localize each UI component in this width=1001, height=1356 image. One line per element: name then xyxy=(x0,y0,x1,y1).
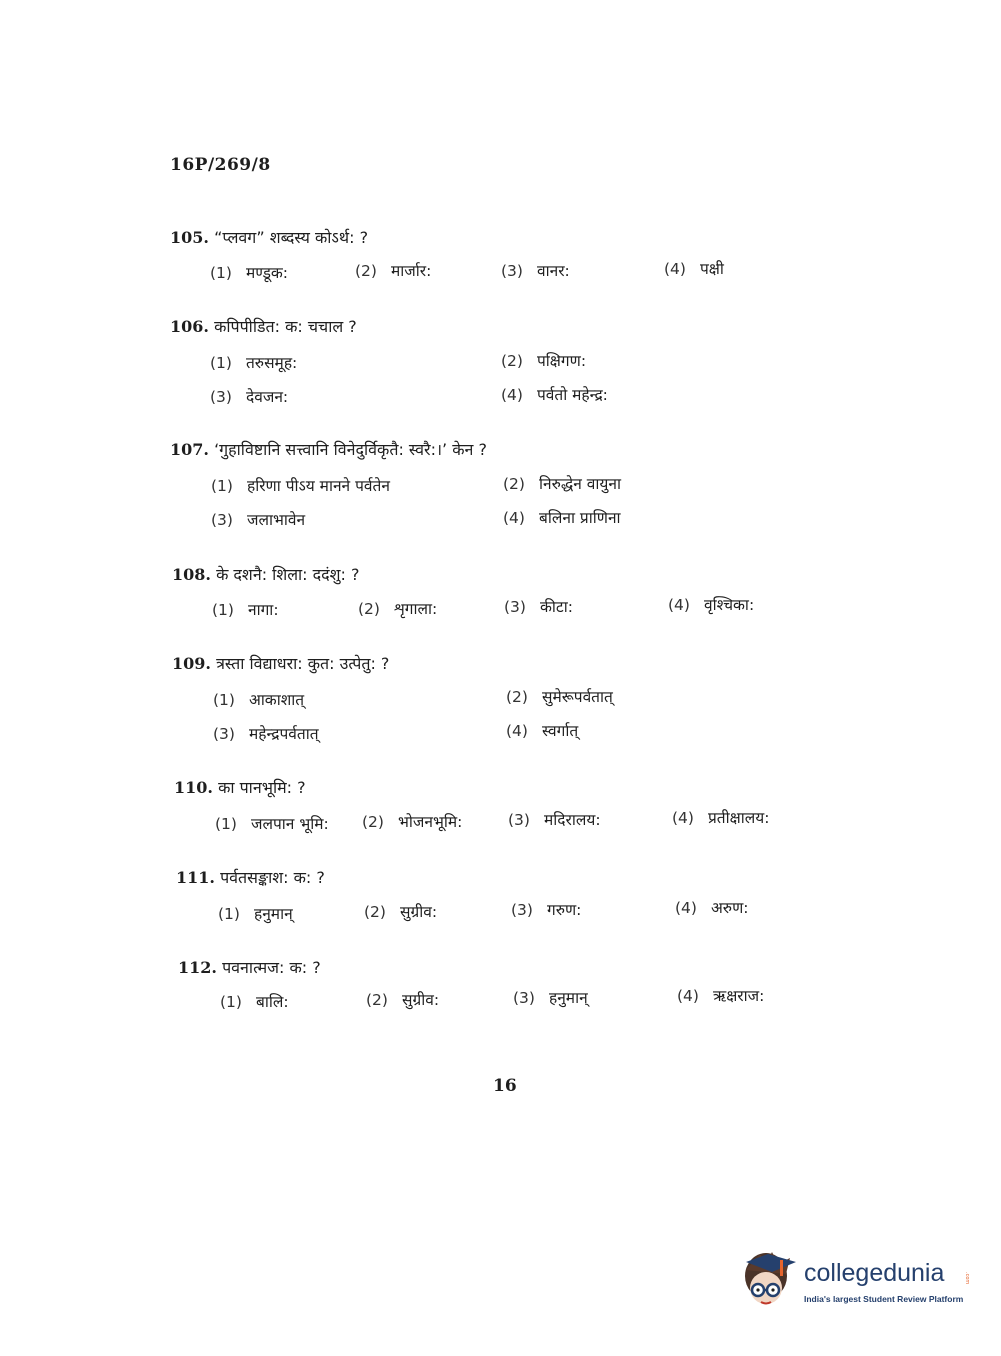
question-number: 107. xyxy=(170,440,209,459)
question-108 xyxy=(0,563,1001,663)
question-105 xyxy=(0,226,1001,326)
option-4: (4) वृश्चिका: xyxy=(668,596,755,614)
option-3: (3) हनुमान् xyxy=(513,989,588,1007)
option-1: (1) आकाशात् xyxy=(213,691,305,709)
question-107 xyxy=(0,438,1001,538)
option-2: (2) भोजनभूमि: xyxy=(362,813,463,831)
collegedunia-watermark xyxy=(742,1250,972,1320)
option-2: (2) मार्जार: xyxy=(355,262,432,280)
option-1: (1) जलपान भूमि: xyxy=(215,815,329,833)
option-4: (4) ऋक्षराज: xyxy=(677,987,765,1005)
question-text: त्रस्ता विद्याधरा: कुत: उत्पेतु: ? xyxy=(216,654,390,673)
brand-tagline: India's largest Student Review Platform xyxy=(804,1294,964,1304)
question-112 xyxy=(0,956,1001,1056)
option-2: (2) सुमेरूपर्वतात् xyxy=(506,688,613,706)
question-number: 105. xyxy=(170,228,209,247)
option-1: (1) हरिणा पीऽय मानने पर्वतेन xyxy=(211,477,390,495)
question-text: पवनात्मज: क: ? xyxy=(222,958,321,977)
question-number: 108. xyxy=(172,565,211,584)
option-3: (3) मदिरालय: xyxy=(508,811,601,829)
option-4: (4) पक्षी xyxy=(664,260,724,278)
option-2: (2) निरुद्धेन वायुना xyxy=(503,475,622,493)
question-text: का पानभूमि: ? xyxy=(218,778,306,797)
question-110 xyxy=(0,776,1001,876)
question-text: ‘गुहाविष्टानि सत्त्वानि विनेदुर्विकृतै: स्वरै:।’ केन ? xyxy=(214,440,487,459)
option-2: (2) शृगाला: xyxy=(358,600,438,618)
question-number: 106. xyxy=(170,317,209,336)
option-4: (4) अरुण: xyxy=(675,899,749,917)
question-number: 109. xyxy=(172,654,211,673)
question-number: 111. xyxy=(176,868,215,887)
question-106 xyxy=(0,315,1001,415)
question-111 xyxy=(0,866,1001,966)
page-number: 16 xyxy=(493,1076,517,1096)
option-1: (1) हनुमान् xyxy=(218,905,293,923)
option-2: (2) पक्षिगण: xyxy=(501,352,587,370)
question-number: 110. xyxy=(174,778,213,797)
brand-domain: .com xyxy=(964,1272,970,1285)
question-109 xyxy=(0,652,1001,752)
brand-name: collegedunia xyxy=(804,1259,945,1287)
option-2: (2) सुग्रीव: xyxy=(366,991,440,1009)
option-4: (4) पर्वतो महेन्द्र: xyxy=(501,386,608,404)
question-number: 112. xyxy=(178,958,217,977)
option-2: (2) सुग्रीव: xyxy=(364,903,438,921)
option-1: (1) बालि: xyxy=(220,993,289,1011)
question-text: “प्लवग” शब्दस्य कोऽर्थ: ? xyxy=(214,228,369,247)
question-text: पर्वतसङ्काश: क: ? xyxy=(220,868,325,887)
option-3: (3) जलाभावेन xyxy=(211,511,306,529)
option-1: (1) नागा: xyxy=(212,601,279,619)
option-1: (1) मण्डूक: xyxy=(210,264,289,282)
mascot-icon xyxy=(742,1250,800,1312)
option-3: (3) महेन्द्रपर्वतात् xyxy=(213,725,319,743)
option-4: (4) स्वर्गात् xyxy=(506,722,579,740)
option-3: (3) वानर: xyxy=(501,262,570,280)
option-3: (3) देवजन: xyxy=(210,388,289,406)
option-4: (4) प्रतीक्षालय: xyxy=(672,809,770,827)
option-4: (4) बलिना प्राणिना xyxy=(503,509,621,527)
paper-code: 16P/269/8 xyxy=(170,155,271,175)
option-3: (3) गरुण: xyxy=(511,901,582,919)
option-1: (1) तरुसमूह: xyxy=(210,354,298,372)
option-3: (3) कीटा: xyxy=(504,598,573,616)
question-text: के दशनै: शिला: ददंशु: ? xyxy=(216,565,360,584)
question-text: कपिपीडित: क: चचाल ? xyxy=(214,317,357,336)
